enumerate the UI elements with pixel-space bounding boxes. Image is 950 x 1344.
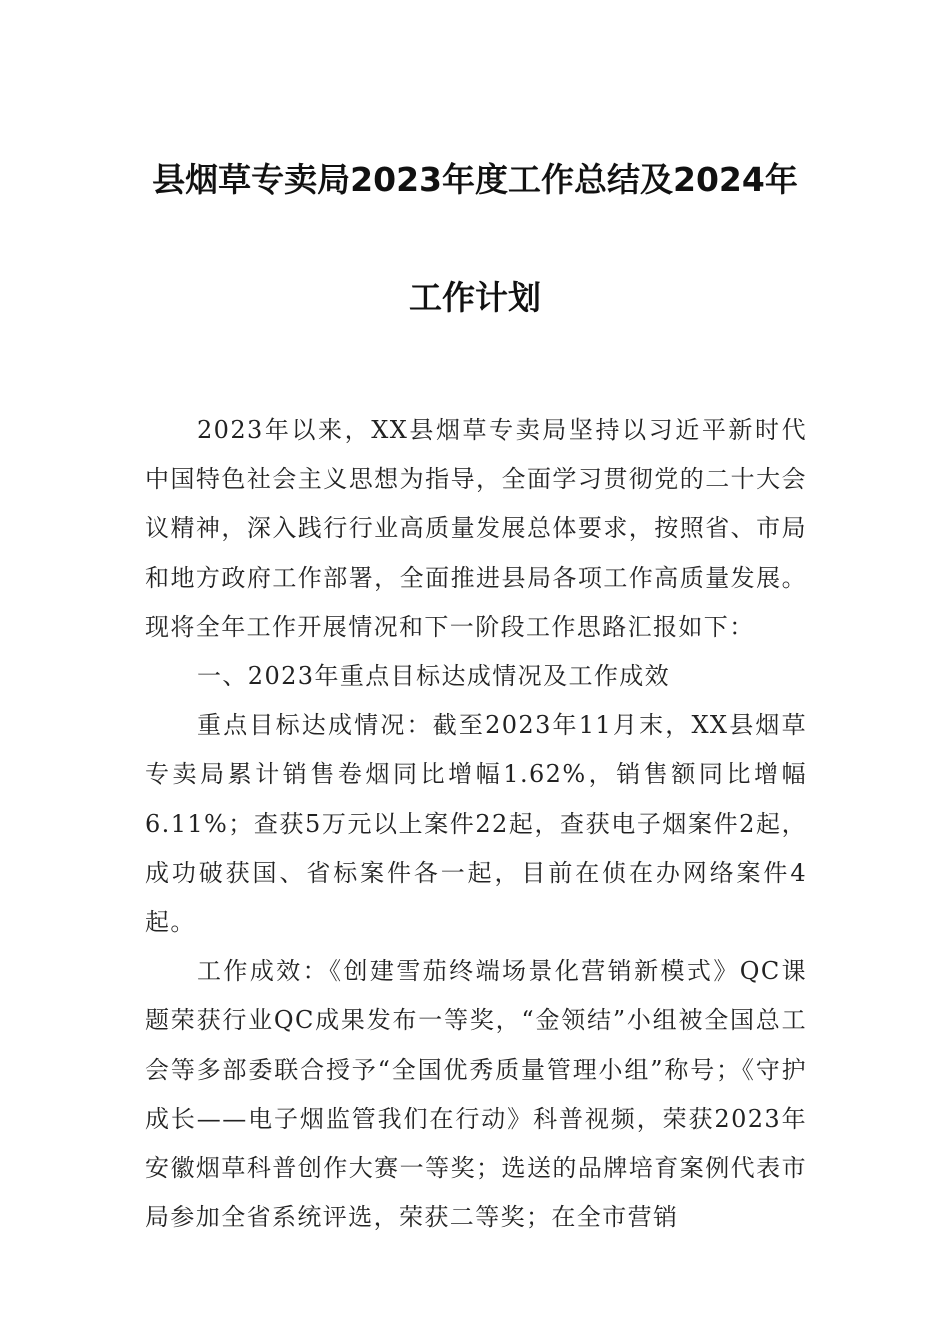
achievements-paragraph: 工作成效：《创建雪茄终端场景化营销新模式》QC课题荣获行业QC成果发布一等奖，“金领结”小组被全国总工会等多部委联合授予“全国优秀质量管理小组”称号；《守护成长——电子烟监管我们在行动》科普视频，荣获2023年安徽烟草科普创作大赛一等奖；选送的品牌培育案例代表市局参加全省系统评选，荣获二等奖；在全市营销 (145, 957, 807, 1232)
intro-paragraph: 2023年以来，XX县烟草专卖局坚持以习近平新时代中国特色社会主义思想为指导，全面学习贯彻党的二十大会议精神，深入践行行业高质量发展总体要求，按照省、市局和地方政府工作部署，全面推进县局各项工作高质量发展。现将全年工作开展情况和下一阶段工作思路汇报如下： (145, 416, 807, 641)
section-heading: 一、2023年重点目标达成情况及工作成效 (197, 662, 671, 691)
document-title-line-2: 工作计划 (409, 278, 541, 317)
targets-paragraph: 重点目标达成情况：截至2023年11月末，XX县烟草专卖局累计销售卷烟同比增幅1.62%，销售额同比增幅6.11%；查获5万元以上案件22起，查获电子烟案件2起，成功破获国、省标案件各一起，目前在侦在办网络案件4起。 (145, 711, 807, 937)
document-body (145, 406, 807, 1242)
document-title-line-1: 县烟草专卖局2023年度工作总结及2024年 (152, 160, 798, 199)
